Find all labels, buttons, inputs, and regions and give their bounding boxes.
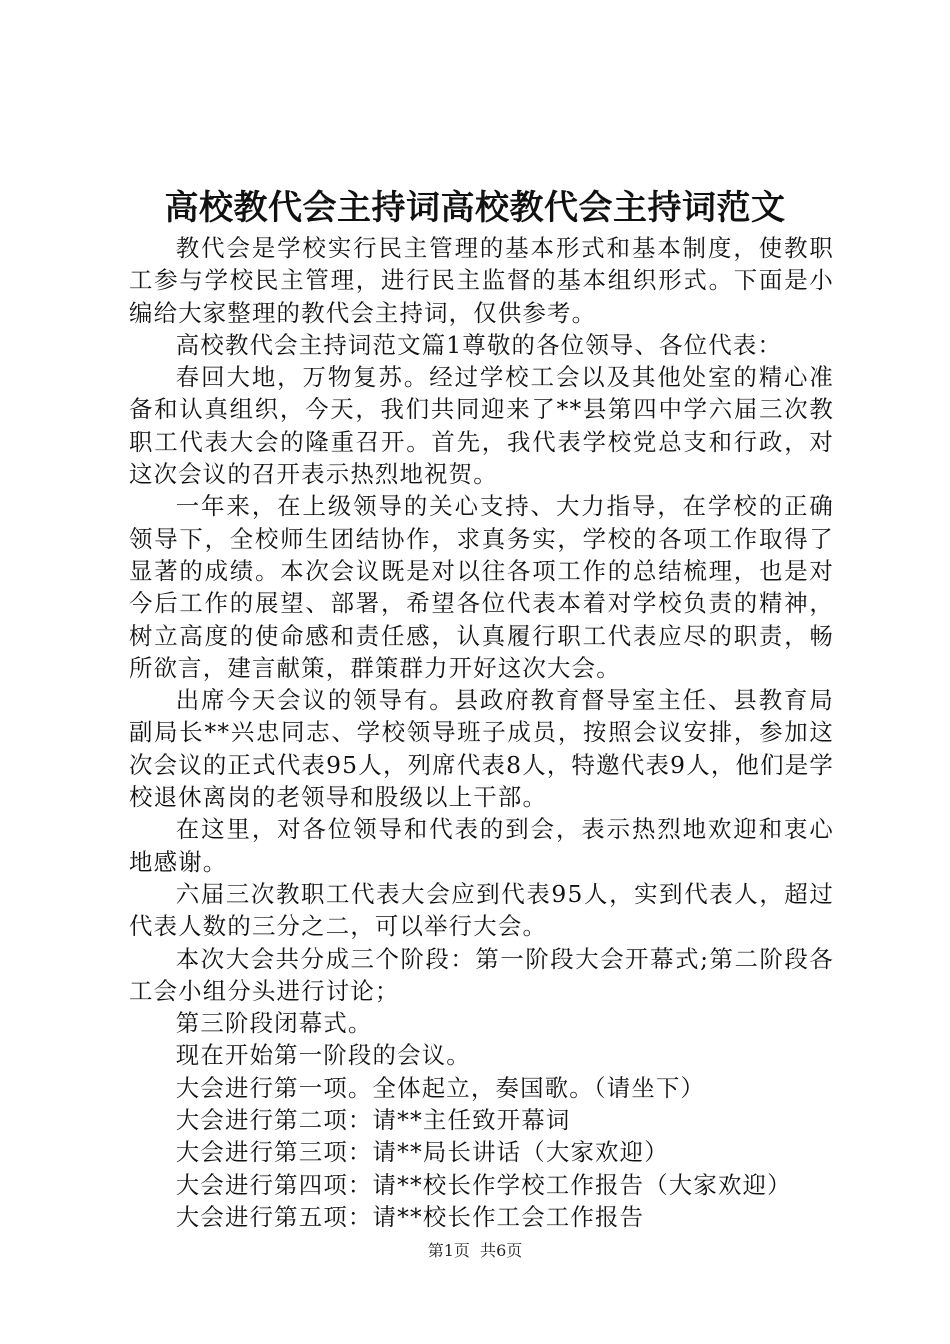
paragraph: 出席今天会议的领导有。县政府教育督导室主任、县教育局副局长**兴忠同志、学校领导班子成员，按照会议安排，参加这次会议的正式代表95人，列席代表8人，特邀代表9人，他们是学校退休离岗的老领导和股级以上干部。 xyxy=(129,686,834,812)
paragraph: 高校教代会主持词范文篇1尊敬的各位领导、各位代表： xyxy=(175,330,783,359)
paragraph: 大会进行第二项：请**主任致开幕词 xyxy=(175,1106,571,1135)
footer-gap xyxy=(470,1241,480,1260)
paragraph: 现在开始第一阶段的会议。 xyxy=(175,1041,471,1070)
paragraph: 大会进行第三项：请**局长讲话（大家欢迎） xyxy=(175,1138,669,1167)
paragraph: 六届三次教职工代表大会应到代表95人，实到代表人，超过代表人数的三分之二，可以举行大会。 xyxy=(129,879,834,941)
paragraph: 春回大地，万物复苏。经过学校工会以及其他处室的精心准备和认真组织，今天，我们共同迎来了**县第四中学六届三次教职工代表大会的隆重召开。首先，我代表学校党总支和行政，对这次会议的召开表示热烈地祝贺。 xyxy=(129,363,834,489)
page-number: 第1页 xyxy=(427,1241,470,1260)
paragraph: 本次大会共分成三个阶段：第一阶段大会开幕式;第二阶段各工会小组分头进行讨论； xyxy=(129,944,834,1005)
paragraph: 一年来，在上级领导的关心支持、大力指导，在学校的正确领导下，全校师生团结协作，求真务实，学校的各项工作取得了显著的成绩。本次会议既是对以往各项工作的总结梳理，也是对今后工作的展望、部署，希望各位代表本着对学校负责的精神，树立高度的使命感和责任感，认真履行职工代表应尽的职责，畅所欲言，建言献策，群策群力开好这次大会。 xyxy=(129,492,834,682)
paragraph: 大会进行第四项：请**校长作学校工作报告（大家欢迎） xyxy=(175,1170,792,1199)
paragraph: 大会进行第一项。全体起立，奏国歌。（请坐下） xyxy=(175,1073,706,1102)
paragraph: 大会进行第五项：请**校长作工会工作报告 xyxy=(175,1202,645,1231)
paragraph: 在这里，对各位领导和代表的到会，表示热烈地欢迎和衷心地感谢。 xyxy=(129,815,834,876)
paragraph: 教代会是学校实行民主管理的基本形式和基本制度，使教职工参与学校民主管理，进行民主监督的基本组织形式。下面是小编给大家整理的教代会主持词，仅供参考。 xyxy=(129,234,834,327)
document-title: 高校教代会主持词高校教代会主持词范文 xyxy=(164,188,786,228)
page-total: 共6页 xyxy=(480,1241,523,1260)
page-footer xyxy=(0,1240,950,1262)
document-body xyxy=(129,232,834,1233)
paragraph: 第三阶段闭幕式。 xyxy=(175,1009,373,1038)
